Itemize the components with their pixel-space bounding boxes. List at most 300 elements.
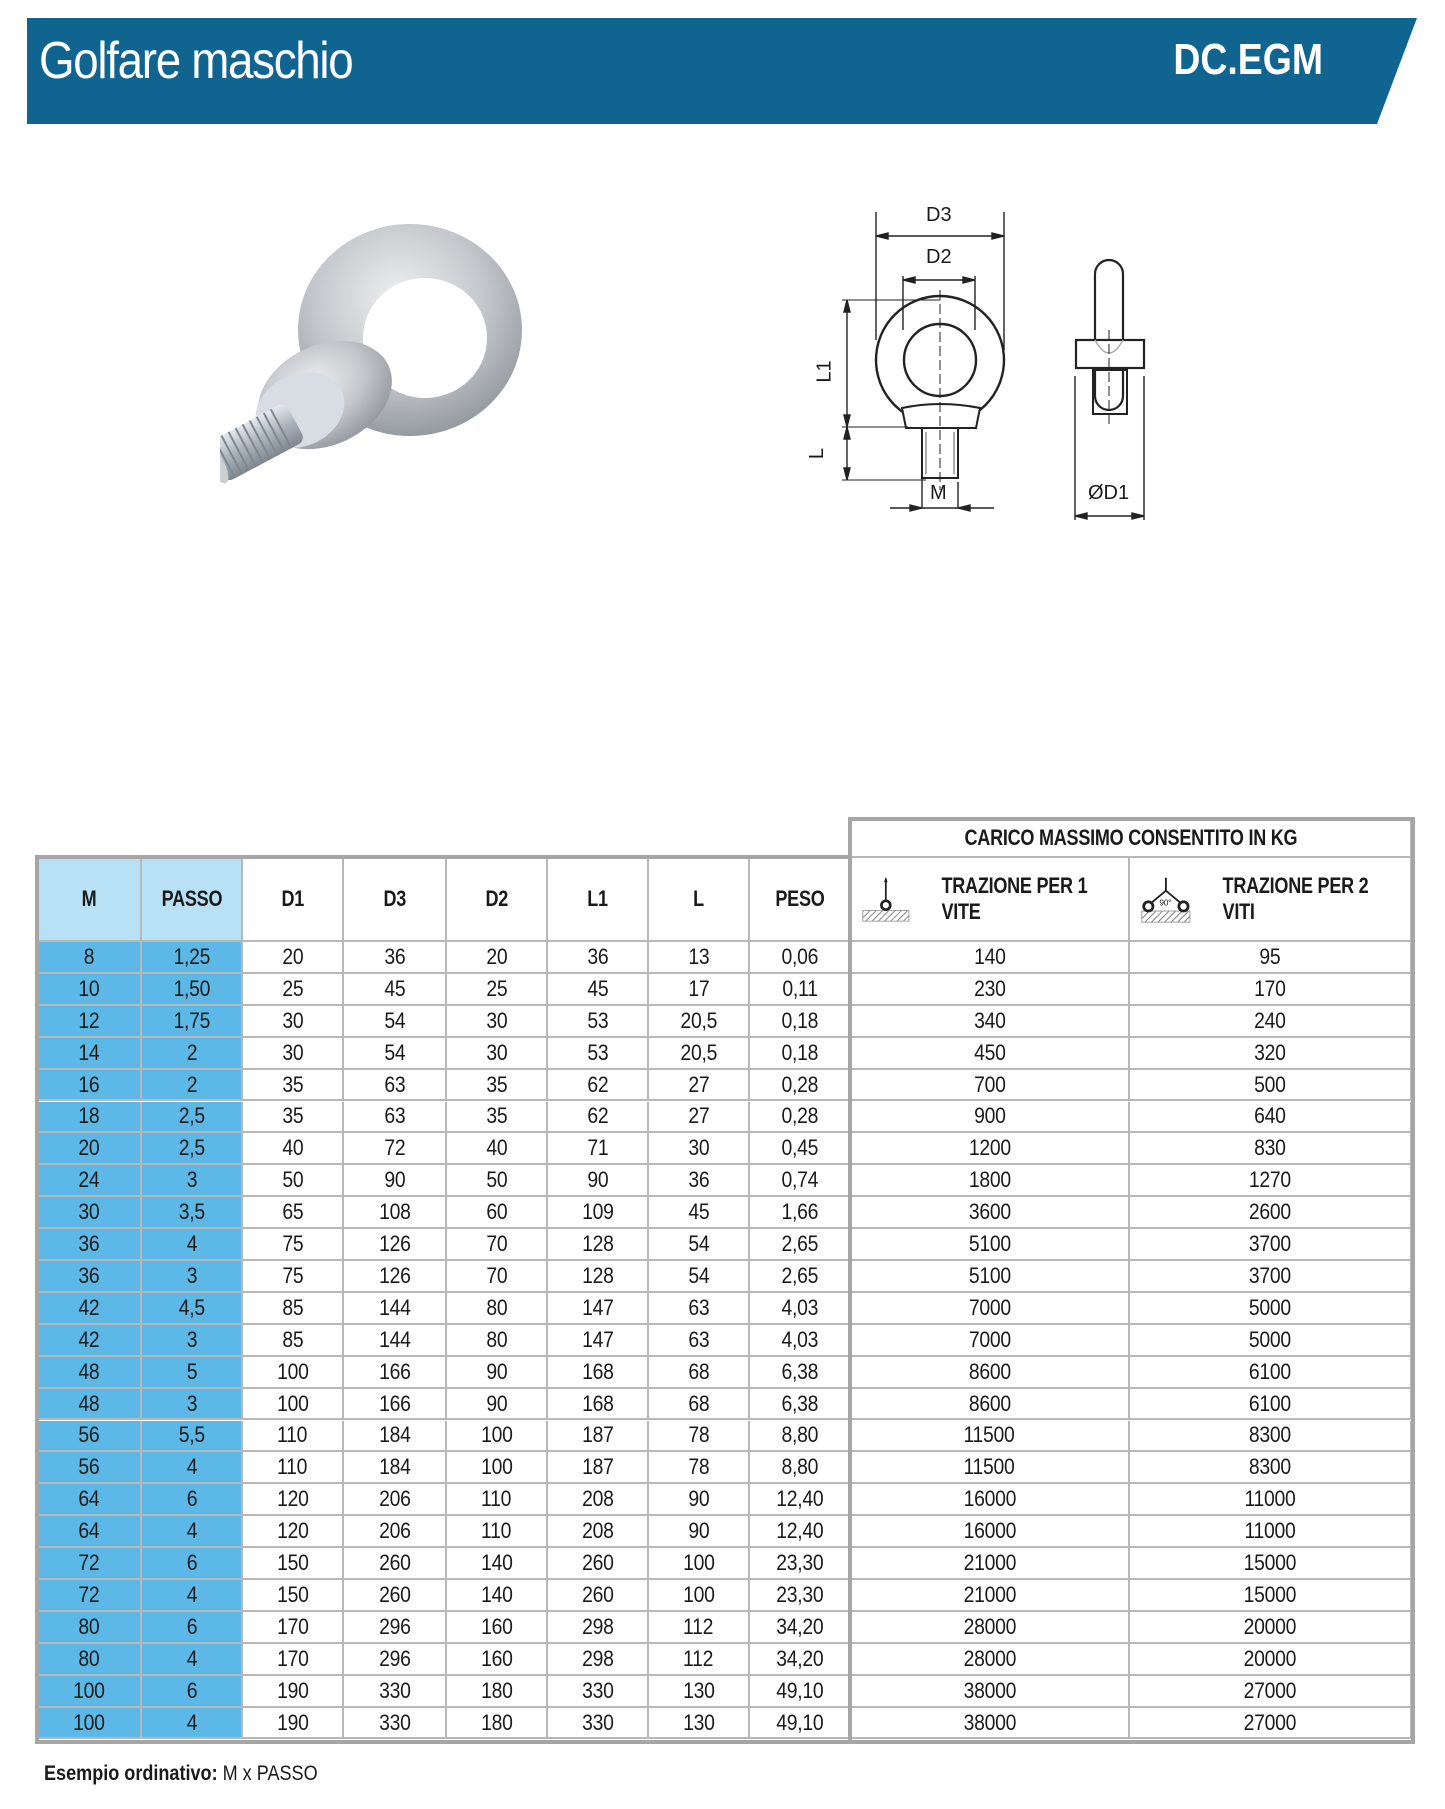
table-cell-text: 110 [481,1486,512,1512]
table-cell [750,1612,851,1644]
table-cell-text: 3700 [1248,1231,1292,1257]
table-cell-text: 90 [586,1167,609,1193]
table-row-key [38,1229,142,1261]
table-row-key-text: 20 [78,1135,100,1161]
table-cell [344,1197,447,1229]
table-cell [447,1708,548,1740]
table-cell [344,1612,447,1644]
table-cell [1130,1197,1412,1229]
table-cell [851,1229,1130,1261]
table-cell [1130,1261,1412,1293]
table-cell [344,1421,447,1453]
table-cell-text: 2,5 [178,1103,205,1129]
table-cell-text: 1,66 [781,1199,818,1225]
label-d1: ØD1 [1088,482,1130,504]
table-cell [1130,942,1412,974]
table-cell [548,942,649,974]
table-cell-text: 78 [687,1422,710,1448]
table-cell-text: 187 [581,1422,614,1448]
table-cell-text: 49,10 [775,1709,824,1735]
table-cell-text: 90 [485,1390,508,1416]
table-cell [142,1421,243,1453]
table-cell [447,1421,548,1453]
table-row-key [38,1197,142,1229]
table-cell [447,1644,548,1676]
table-cell [344,1580,447,1612]
table-cell [344,1293,447,1325]
table-cell-text: 25 [281,975,304,1001]
table-cell [851,1133,1130,1165]
table-cell-text: 140 [973,943,1006,969]
table-cell-text: 45 [687,1199,710,1225]
table-cell-text: 53 [586,1039,609,1065]
table-cell-text: 180 [480,1677,513,1703]
load-header-label: TRAZIONE PER 1 VITE [941,873,1088,924]
table-cell [548,1070,649,1102]
table-cell [750,1421,851,1453]
table-cell-text: 20000 [1243,1613,1297,1639]
table-cell [243,1484,344,1516]
table-cell [447,1038,548,1070]
table-cell [243,1612,344,1644]
table-cell-text: 34,20 [775,1613,824,1639]
table-cell [344,1357,447,1389]
table-cell [1130,1676,1412,1708]
table-cell-text: 170 [276,1613,309,1639]
table-cell [1130,1644,1412,1676]
table-cell-text: 36 [687,1167,710,1193]
table-cell-text: 4 [186,1518,197,1544]
table-cell-text: 500 [1254,1071,1286,1097]
table-cell-text: 130 [682,1709,715,1735]
table-cell-text: 35 [281,1103,304,1129]
table-cell [447,1229,548,1261]
table-cell [447,1484,548,1516]
table-row-key [38,1325,142,1357]
table-cell-text: 12,40 [775,1518,824,1544]
table-cell [851,1325,1130,1357]
load-group-top-border [848,817,1415,821]
product-code: DC.EGM [1173,35,1323,84]
table-cell [142,1548,243,1580]
table-row-key [38,1389,142,1421]
table-cell [750,1580,851,1612]
table-cell [548,1038,649,1070]
table-cell-text: 5000 [1248,1326,1292,1352]
table-cell-text: 60 [485,1199,508,1225]
table-cell-text: 0,11 [781,975,818,1001]
table-cell [548,1421,649,1453]
table-cell-text: 25 [485,975,508,1001]
table-cell [1130,1070,1412,1102]
table-cell [243,1452,344,1484]
table-cell-text: 85 [281,1294,304,1320]
table-cell-text: 95 [1259,943,1281,969]
table-row-key [38,1357,142,1389]
table-cell-text: 7000 [968,1326,1011,1352]
table-cell-text: 100 [682,1581,715,1607]
table-cell [243,1421,344,1453]
table-cell-text: 128 [581,1262,614,1288]
table-cell [1130,1102,1412,1134]
table-bottom-border [35,1740,1415,1744]
table-cell-text: 75 [281,1231,304,1257]
table-cell-text: 1,75 [173,1007,210,1033]
table-cell [344,1452,447,1484]
table-cell [1130,1038,1412,1070]
column-header-peso-text: PESO [774,886,825,911]
table-row-key [38,1293,142,1325]
table-cell-text: 3 [186,1167,197,1193]
table-cell [344,1676,447,1708]
table-cell-text: 208 [581,1486,614,1512]
table-cell [851,1484,1130,1516]
table-cell [649,1293,750,1325]
table-cell [344,1070,447,1102]
table-row-key [38,1612,142,1644]
column-header-m [38,858,142,942]
table-cell [344,1389,447,1421]
table-cell-text: 35 [485,1071,508,1097]
table-cell [750,1165,851,1197]
table-cell-text: 50 [485,1167,508,1193]
table-cell [447,1006,548,1038]
table-cell-text: 4,03 [781,1294,818,1320]
table-cell [750,1133,851,1165]
table-cell [548,1325,649,1357]
table-cell-text: 320 [1254,1039,1286,1065]
table-cell [649,1261,750,1293]
table-row-key [38,1070,142,1102]
table-row-key-text: 36 [78,1262,100,1288]
table-cell-text: 54 [383,1007,406,1033]
table-cell [548,1293,649,1325]
table-cell [548,1261,649,1293]
table-cell-text: 4,5 [178,1294,205,1320]
table-cell-text: 54 [687,1262,710,1288]
table-cell-text: 28000 [963,1613,1016,1639]
table-cell-text: 30 [281,1039,304,1065]
table-cell [649,1133,750,1165]
table-cell-text: 13 [687,943,710,969]
table-cell [447,942,548,974]
table-cell-text: 5 [186,1358,197,1384]
table-cell [649,1484,750,1516]
column-header-d3 [344,858,447,942]
table-cell [142,1197,243,1229]
table-cell [142,1484,243,1516]
table-cell [447,1676,548,1708]
table-cell-text: 45 [383,975,406,1001]
table-cell-text: 0,28 [781,1103,818,1129]
load-header-label: TRAZIONE PER 2 VITI [1222,873,1369,924]
table-cell [243,1357,344,1389]
table-row-key-text: 80 [78,1645,100,1671]
table-row-key [38,1102,142,1134]
table-cell-text: 3 [186,1390,197,1416]
table-cell [649,1548,750,1580]
table-cell-text: 0,74 [781,1167,818,1193]
table-cell [142,1006,243,1038]
table-cell [750,942,851,974]
table-cell-text: 90 [485,1358,508,1384]
table-cell [548,1229,649,1261]
table-cell-text: 62 [586,1103,609,1129]
table-cell [649,1421,750,1453]
svg-text:90°: 90° [1159,897,1172,908]
table-cell-text: 4,03 [781,1326,818,1352]
table-cell-text: 54 [687,1231,710,1257]
table-cell [142,1038,243,1070]
table-cell-text: 168 [581,1390,614,1416]
table-cell [548,1676,649,1708]
table-cell-text: 3700 [1248,1262,1292,1288]
table-cell-text: 700 [973,1071,1006,1097]
table-cell-text: 112 [683,1613,714,1639]
table-cell-text: 6100 [1248,1358,1292,1384]
label-l1: L1 [813,360,836,383]
table-cell-text: 36 [586,943,609,969]
table-cell [649,1070,750,1102]
table-cell-text: 108 [378,1199,411,1225]
table-cell [851,1548,1130,1580]
table-cell [750,1006,851,1038]
table-cell [1130,1421,1412,1453]
table-cell-text: 1800 [968,1167,1011,1193]
table-cell [1130,1293,1412,1325]
table-cell [344,1102,447,1134]
table-cell-text: 2,65 [781,1231,818,1257]
table-row-key [38,1484,142,1516]
table-cell [142,1165,243,1197]
table-cell [548,974,649,1006]
column-header-load-1 [851,858,1130,942]
table-cell [548,1484,649,1516]
table-cell-text: 330 [378,1709,411,1735]
table-cell [851,1070,1130,1102]
table-cell [344,1325,447,1357]
table-cell [243,1389,344,1421]
column-header-d2 [447,858,548,942]
table-cell-text: 3 [186,1326,197,1352]
table-cell [344,1038,447,1070]
table-cell [243,1580,344,1612]
table-cell-text: 0,18 [781,1007,818,1033]
table-cell-text: 0,06 [781,943,818,969]
ordering-example-value: M x PASSO [222,1762,318,1785]
table-cell [649,1165,750,1197]
table-cell [750,1325,851,1357]
table-cell-text: 72 [383,1135,406,1161]
table-cell-text: 70 [485,1231,508,1257]
table-cell-text: 3600 [968,1199,1011,1225]
table-cell-text: 206 [378,1518,411,1544]
table-cell [142,1452,243,1484]
table-cell-text: 340 [973,1007,1006,1033]
table-cell [851,1580,1130,1612]
table-cell [851,1644,1130,1676]
table-cell [548,1006,649,1038]
table-cell-text: 30 [485,1039,508,1065]
table-cell-text: 40 [281,1135,304,1161]
table-cell [548,1165,649,1197]
table-cell-text: 109 [581,1199,614,1225]
table-cell-text: 110 [481,1518,512,1544]
table-cell-text: 12,40 [775,1486,824,1512]
table-cell [750,1644,851,1676]
table-cell-text: 30 [281,1007,304,1033]
table-cell [243,1325,344,1357]
table-row-key-text: 12 [78,1007,100,1033]
table-cell-text: 16000 [963,1518,1016,1544]
table-cell-text: 49,10 [775,1677,824,1703]
table-cell [447,1389,548,1421]
table-cell [142,1070,243,1102]
table-cell-text: 0,18 [781,1039,818,1065]
table-cell-text: 21000 [963,1550,1016,1576]
table-cell-text: 20 [281,943,304,969]
table-cell-text: 27 [687,1103,710,1129]
table-row-key-text: 36 [78,1231,100,1257]
table-cell-text: 240 [1254,1007,1286,1033]
table-cell [142,1133,243,1165]
table-cell [142,1102,243,1134]
table-cell-text: 190 [276,1709,309,1735]
table-cell [447,1070,548,1102]
table-cell [548,1197,649,1229]
table-cell-text: 100 [480,1422,513,1448]
table-cell-text: 6100 [1248,1390,1292,1416]
table-cell-text: 8600 [968,1390,1011,1416]
table-row-key-text: 64 [78,1518,100,1544]
table-cell-text: 2,5 [178,1135,205,1161]
table-cell [750,1676,851,1708]
table-cell-text: 30 [687,1135,710,1161]
table-cell [1130,1708,1412,1740]
table-cell [548,1102,649,1134]
table-cell-text: 4 [186,1581,197,1607]
table-cell [243,1261,344,1293]
table-cell-text: 126 [378,1231,411,1257]
column-header-d3-text: D3 [383,886,406,911]
label-m: M [930,482,947,504]
table-cell [548,1580,649,1612]
table-cell [344,1708,447,1740]
table-cell [851,1357,1130,1389]
table-cell [649,1357,750,1389]
table-cell-text: 144 [378,1294,411,1320]
table-cell-text: 2600 [1248,1199,1292,1225]
column-header-d2-text: D2 [485,886,508,911]
table-cell-text: 206 [378,1486,411,1512]
table-cell [1130,1452,1412,1484]
table-cell [548,1389,649,1421]
table-cell-text: 68 [687,1390,710,1416]
table-cell [851,1197,1130,1229]
table-cell [142,1389,243,1421]
table-row-key-text: 18 [78,1103,100,1129]
table-cell [447,1293,548,1325]
load-group-divider [848,817,852,1743]
table-cell [142,1676,243,1708]
table-cell [142,1516,243,1548]
table-cell [447,1261,548,1293]
table-cell-text: 4 [186,1231,197,1257]
table-row-key [38,942,142,974]
table-cell-text: 230 [973,975,1006,1001]
table-cell [344,1548,447,1580]
column-header-peso [750,858,851,942]
table-cell-text: 20000 [1243,1645,1297,1671]
table-cell [243,1293,344,1325]
table-cell-text: 90 [687,1486,710,1512]
table-cell [142,1261,243,1293]
table-cell-text: 110 [277,1454,308,1480]
table-cell-text: 298 [581,1645,614,1671]
table-cell [851,1452,1130,1484]
table-cell [750,1389,851,1421]
table-cell [851,1612,1130,1644]
table-cell-text: 140 [480,1581,513,1607]
table-cell-text: 8600 [968,1358,1011,1384]
table-cell [243,1516,344,1548]
table-cell [447,1580,548,1612]
table-cell [750,1516,851,1548]
table-cell-text: 2 [186,1071,197,1097]
table-cell-text: 168 [581,1358,614,1384]
column-header-l1-text: L1 [587,886,608,911]
table-cell-text: 296 [378,1613,411,1639]
load-group-header [851,820,1412,858]
table-cell-text: 27000 [1243,1677,1297,1703]
table-cell-text: 150 [276,1550,309,1576]
table-cell-text: 100 [276,1390,309,1416]
table-cell-text: 130 [682,1677,715,1703]
table-cell-text: 147 [581,1294,614,1320]
table-cell-text: 35 [485,1103,508,1129]
table-cell-text: 128 [581,1231,614,1257]
table-cell [243,1165,344,1197]
table-cell [447,1357,548,1389]
table-cell-text: 35 [281,1071,304,1097]
table-cell-text: 330 [378,1677,411,1703]
table-cell [344,1133,447,1165]
table-cell [750,1261,851,1293]
table-row-key-text: 16 [78,1071,100,1097]
table-row-key [38,1516,142,1548]
table-row-key-text: 80 [78,1613,100,1639]
table-cell [1130,1325,1412,1357]
table-cell-text: 71 [586,1135,609,1161]
column-header-passo [142,858,243,942]
table-cell-text: 260 [378,1550,411,1576]
table-cell [1130,1357,1412,1389]
table-cell-text: 150 [276,1581,309,1607]
table-cell [851,942,1130,974]
page-title: Golfare maschio [39,32,353,90]
ordering-example [44,1762,362,1786]
table-cell [344,1516,447,1548]
table-cell [344,1484,447,1516]
table-cell-text: 63 [383,1071,406,1097]
table-cell [548,1133,649,1165]
table-cell [447,1516,548,1548]
table-cell [649,1389,750,1421]
technical-drawing [790,190,1200,550]
table-cell-text: 90 [383,1167,406,1193]
table-cell-text: 38000 [963,1709,1016,1735]
table-cell [649,1612,750,1644]
